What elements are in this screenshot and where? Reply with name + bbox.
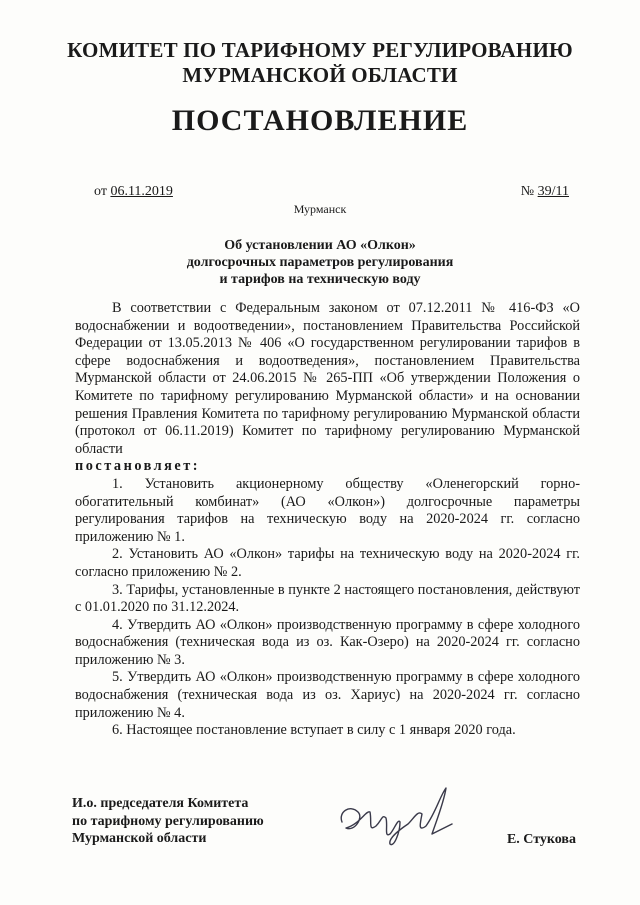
document-subject: [0, 237, 640, 288]
number-prefix: №: [520, 184, 535, 199]
subject-line-3: и тарифов на техническую воду: [219, 272, 421, 287]
document-type-title: ПОСТАНОВЛЕНИЕ: [171, 104, 469, 137]
item-paragraph: 1. Установить акционерному обществу «Оленегорский горно-обогатительный комбинат» (АО «Олкон») долгосрочные параметры регулирования тарифов на техническую воду на 2020-2024 гг. согласно приложению № 1.: [75, 475, 580, 545]
document-date: [94, 184, 173, 200]
document-body: [75, 300, 580, 740]
org-line-2: МУРМАНСКОЙ ОБЛАСТИ: [182, 63, 458, 87]
position-line-3: Мурманской области: [72, 831, 207, 846]
handwritten-signature: [336, 782, 456, 852]
organization-name: [0, 38, 640, 88]
signer-name: Е. Стукова: [506, 832, 576, 847]
position-line-1: И.о. председателя Комитета: [72, 796, 249, 811]
signatory-position: [72, 795, 264, 848]
subject-line-2: долгосрочных параметров регулирования: [186, 255, 454, 270]
date-value: 06.11.2019: [110, 184, 173, 199]
item-paragraph: 5. Утвердить АО «Олкон» производственную программу в сфере холодного водоснабжения (техническая вода из оз. Хариус) на 2020-2024 гг. согласно приложению № 4.: [75, 669, 580, 721]
position-line-2: по тарифному регулированию: [72, 813, 264, 829]
document-number: [521, 184, 569, 200]
item-paragraph: 3. Тарифы, установленные в пункте 2 настоящего постановления, действуют с 01.01.2020 по 31.12.2024.: [75, 581, 580, 616]
subject-line-1: Об установлении АО «Олкон»: [224, 238, 416, 253]
resolves-word: постановляет:: [75, 458, 201, 475]
preamble-paragraph: В соответствии с Федеральным законом от 07.12.2011 № 416-ФЗ «О водоснабжении и водоотведении», постановлением Правительства Российской Федерации от 13.05.2013 № 406 «О государственном регулировании тарифов в сфере водоснабжения и водоотведения», постановлением Правительства Мурманской области от 24.06.2015 № 265-ПП «Об утверждении Положения о Комитете по тарифному регулированию Мурманской области» и на основании решения Правления Комитета по тарифному регулированию Мурманской области (протокол от 06.11.2019) Комитет по тарифному регулированию Мурманской области: [75, 300, 580, 457]
item-paragraph: 2. Установить АО «Олкон» тарифы на техническую воду на 2020-2024 гг. согласно приложению № 2.: [75, 546, 580, 580]
org-line-1: КОМИТЕТ ПО ТАРИФНОМУ РЕГУЛИРОВАНИЮ: [67, 38, 573, 62]
item-paragraph: 6. Настоящее постановление вступает в силу с 1 января 2020 года.: [112, 722, 516, 739]
number-value: 39/11: [537, 184, 569, 199]
document-city: Мурманск: [293, 202, 347, 216]
date-prefix: от: [94, 184, 107, 199]
item-paragraph: 4. Утвердить АО «Олкон» производственную программу в сфере холодного водоснабжения (техническая вода из оз. Как-Озеро) на 2020-2024 гг. согласно приложению № 3.: [75, 616, 580, 668]
